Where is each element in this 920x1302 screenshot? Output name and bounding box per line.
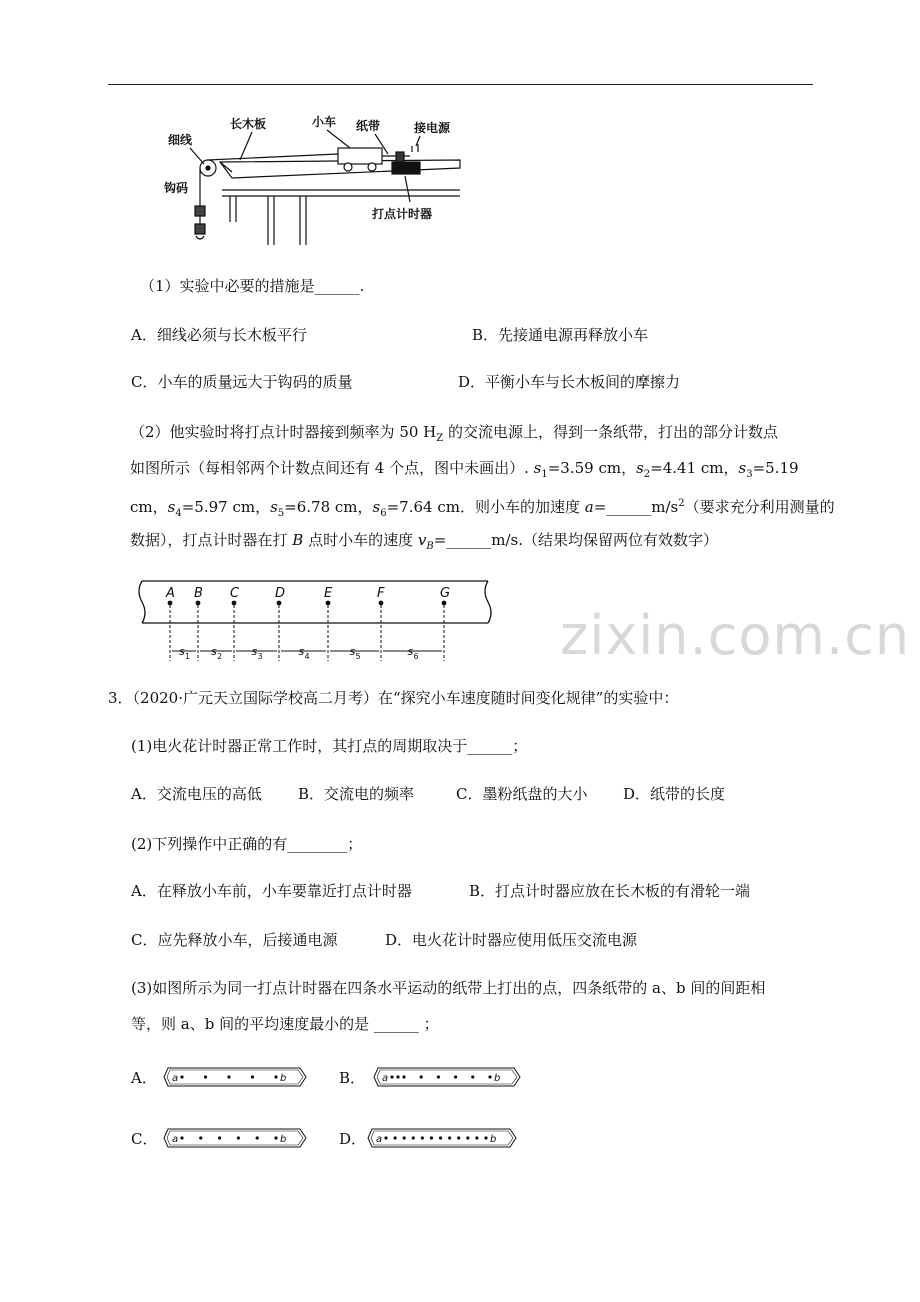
tape-segment-sub: 1	[185, 652, 191, 661]
tape-point-label: A	[166, 586, 175, 601]
tape-dot	[421, 1136, 424, 1139]
tape-dot	[393, 1136, 396, 1139]
tape-label-a: a	[376, 1134, 383, 1145]
tape-point-dot	[277, 601, 282, 606]
tape-dot	[402, 1075, 405, 1078]
q3-p2-option-b: B．打点计时器应放在长木板的有滑轮一端	[469, 882, 751, 900]
q3-p2-stem: (2)下列操作中正确的有________；	[131, 835, 363, 853]
q3-p3-line2: 等，则 a、b 间的平均速度最小的是 ______ ；	[131, 1015, 439, 1033]
tape-point-dot	[232, 601, 237, 606]
q3-p1-option-b: B．交流电的频率	[298, 785, 415, 803]
q2-p1-option-a: A．细线必须与长木板平行	[131, 326, 307, 344]
q3-p3-line1: (3)如图所示为同一打点计时器在四条水平运动的纸带上打出的点，四条纸带的 a、b 间的间距相	[131, 979, 766, 997]
tape-point-dot	[379, 601, 384, 606]
q3-p2-option-d: D．电火花计时器应使用低压交流电源	[385, 931, 638, 949]
tape-dot	[384, 1136, 387, 1139]
tape-point-label: E	[324, 586, 333, 601]
tape-dot	[256, 1136, 259, 1139]
watermark: zixin.com.cn	[560, 604, 911, 667]
tape-dot	[448, 1136, 451, 1139]
tape-segment-sub: 2	[217, 652, 223, 661]
tape-dot	[457, 1136, 460, 1139]
tape-option-d	[366, 1125, 520, 1151]
tape-label-b: b	[494, 1073, 501, 1084]
tape-point-label: D	[275, 586, 286, 601]
tape-dot	[199, 1136, 202, 1139]
label-power: 接电源	[414, 121, 451, 135]
tape-dot	[484, 1136, 487, 1139]
tape-label-b: b	[280, 1073, 287, 1084]
q3-p3-option-c: C．	[131, 1130, 158, 1148]
tape-label-b: b	[490, 1134, 497, 1145]
q3-p1-stem: (1)电火花计时器正常工作时，其打点的周期取决于______；	[131, 737, 528, 755]
tape-point-label: G	[440, 586, 451, 601]
tape-label-a: a	[172, 1073, 179, 1084]
q2-p2-line4: 数据），打点计时器在打 B 点时小车的速度 $v_B=\_\_\_\_\_\_m/s$.（结果均保留两位有效数字）	[130, 531, 719, 552]
q2-p2-line2: 如图所示（每相邻两个计数点间还有 4 个点，图中未画出）. $s_1=3.59$ cm，$s_2=4.41$ cm，$s_3=5.19$	[130, 459, 799, 480]
tape-dot	[218, 1136, 221, 1139]
label-weight: 钩码	[164, 181, 189, 195]
tape-point-label: B	[194, 586, 203, 601]
tape-label-a: a	[382, 1073, 389, 1084]
tape-dot	[274, 1075, 277, 1078]
tape-label-a: a	[172, 1134, 179, 1145]
tape-dot	[403, 1136, 406, 1139]
tape-dot	[204, 1075, 207, 1078]
tape-point-dot	[442, 601, 447, 606]
tape-option-c	[162, 1125, 310, 1151]
tape-segment-sub: 4	[304, 652, 310, 661]
tape-dot	[180, 1136, 183, 1139]
q3-header: 3．（2020·广元天立国际学校高二月考）在“探究小车速度随时间变化规律”的实验中：	[108, 689, 679, 707]
tape-segment-label: s	[211, 645, 217, 658]
tape-dot	[430, 1136, 433, 1139]
q2-p1-option-b: B．先接通电源再释放小车	[472, 326, 649, 344]
tape-point-label: F	[377, 586, 385, 601]
tape-dot	[251, 1075, 254, 1078]
q2-p1-stem: （1）实验中必要的措施是______.	[140, 277, 365, 295]
tape-dot	[488, 1075, 491, 1078]
tape-label-b: b	[280, 1134, 287, 1145]
tape-dot	[396, 1075, 399, 1078]
q3-p1-option-c: C．墨粉纸盘的大小	[456, 785, 588, 803]
tape-point-dot	[168, 601, 173, 606]
tape-dot	[390, 1075, 393, 1078]
q3-p3-option-b: B．	[339, 1069, 366, 1087]
tape-dot	[454, 1075, 457, 1078]
q3-p2-option-a: A．在释放小车前，小车要靠近打点计时器	[131, 882, 412, 900]
tape-option-a	[162, 1064, 310, 1090]
tape-point-dot	[196, 601, 201, 606]
tape-dot	[466, 1136, 469, 1139]
tape-segment-label: s	[251, 645, 258, 658]
q2-p2-line3: cm，$s_4=5.97$ cm，$s_5=6.78$ cm，$s_6=7.64$ cm．则小车的加速度 $a=\_\_\_\_\_\_m/s^2$（要求充分利用测量的	[130, 498, 835, 519]
tape-segment-sub: 6	[413, 652, 419, 661]
apparatus-figure	[160, 110, 480, 250]
q2-p1-option-c: C．小车的质量远大于钩码的质量	[131, 373, 353, 391]
tape-dot	[274, 1136, 277, 1139]
tape-segment-label: s	[179, 645, 185, 658]
header-rule	[108, 84, 813, 85]
tape-figure	[128, 575, 500, 667]
q3-p3-option-a: A．	[131, 1069, 157, 1087]
tape-option-b	[372, 1064, 524, 1090]
tape-dot	[227, 1075, 230, 1078]
q3-p2-option-c: C．应先释放小车，后接通电源	[131, 931, 338, 949]
q3-p1-option-d: D．纸带的长度	[623, 785, 726, 803]
tape-point-label: C	[230, 586, 240, 601]
tape-segment-label: s	[298, 645, 305, 658]
q3-p1-option-a: A．交流电压的高低	[131, 785, 262, 803]
tape-dot	[439, 1136, 442, 1139]
tape-segment-label: s	[349, 645, 356, 658]
tape-segment-label: s	[407, 645, 414, 658]
q2-p2-line1: （2）他实验时将打点计时器接到频率为 50 $H_Z$ 的交流电源上，得到一条纸带，打出的部分计数点	[130, 423, 778, 444]
tape-dot	[237, 1136, 240, 1139]
tape-dot	[475, 1136, 478, 1139]
q3-p3-option-d: D．	[339, 1130, 367, 1148]
tape-dot	[412, 1136, 415, 1139]
q2-p1-option-d: D．平衡小车与长木板间的摩擦力	[458, 373, 681, 391]
label-tape: 纸带	[356, 119, 381, 133]
tape-dot	[437, 1075, 440, 1078]
label-string: 细线	[168, 133, 193, 147]
tape-dot	[471, 1075, 474, 1078]
label-car: 小车	[312, 115, 337, 129]
label-board: 长木板	[230, 117, 267, 131]
label-timer: 打点计时器	[372, 207, 433, 221]
tape-segment-sub: 3	[257, 652, 263, 661]
tape-point-dot	[326, 601, 331, 606]
tape-segment-sub: 5	[355, 652, 361, 661]
tape-dot	[420, 1075, 423, 1078]
tape-dot	[180, 1075, 183, 1078]
